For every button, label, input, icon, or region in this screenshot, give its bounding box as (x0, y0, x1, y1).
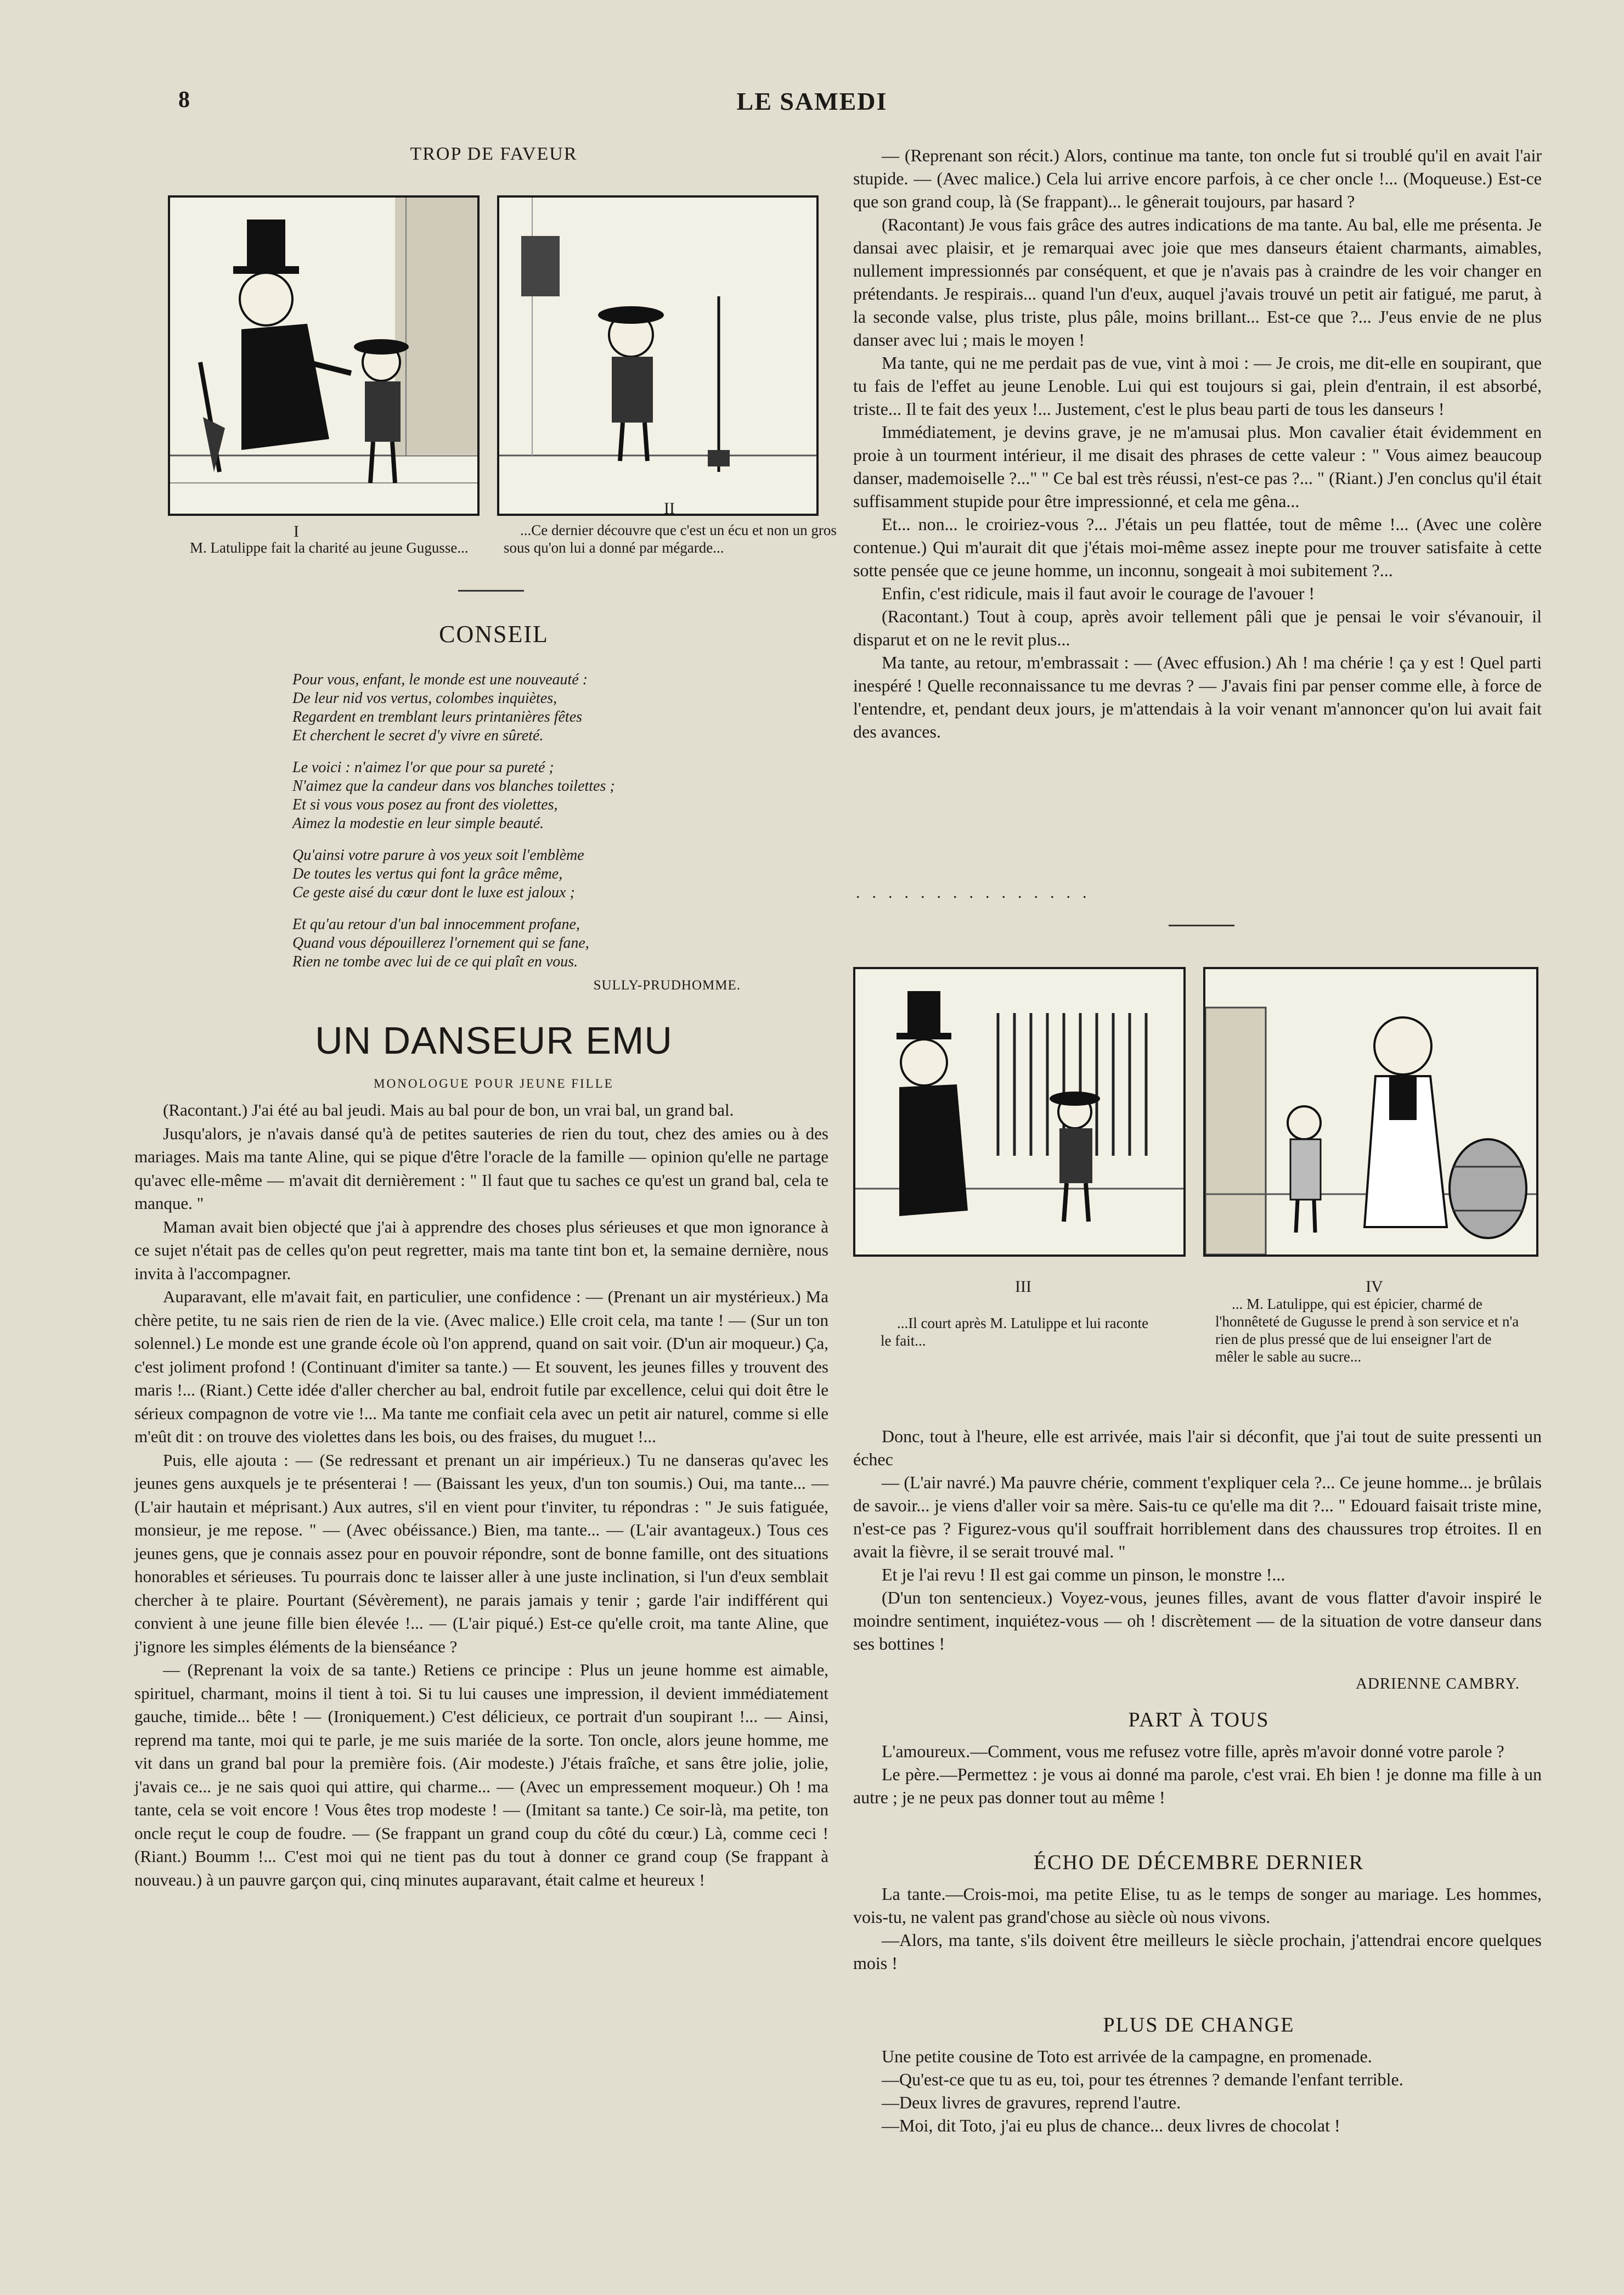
poem-line: Et cherchent le secret d'y vivre en sûreté. (292, 727, 544, 744)
comic-panel-1 (168, 195, 480, 516)
conseil-author: SULLY-PRUDHOMME. (593, 978, 741, 993)
paragraph: Donc, tout à l'heure, elle est arrivée, mais l'air si déconfit, que j'ai tout de suite pressenti un échec (853, 1426, 1542, 1469)
paragraph: —Moi, dit Toto, j'ai eu plus de chance... deux livres de chocolat ! (882, 2116, 1340, 2135)
poem-line: Rien ne tombe avec lui de ce qui plaît en vous. (292, 953, 578, 970)
poem-line: Et si vous vous posez au front des violettes, (292, 796, 558, 813)
poem-line: De toutes les vertus qui font la grâce même, (292, 865, 563, 882)
paragraph: Une petite cousine de Toto est arrivée de la campagne, en promenade. (882, 2046, 1372, 2066)
paragraph: Puis, elle ajouta : — (Se redressant et prenant un air impérieux.) Tu ne danseras qu'avec les jeunes gens auxquels je te présenterai ! — (Baissant les yeux, d'un ton soumis.) Oui, ma tante... — (L'air hautain et méprisant.) Aux autres, s'il en vient pour t'inviter, tu répondras : " Je suis fatiguée, monsieur, je me repose. " — (Avec obéissance.) Bien, ma tante... — (L'air avantageux.) Tous ces jeunes gens, que je connais assez pour en pouvoir répondre, sont de bonne famille, ont des situations honorables et sérieuses. Tu pourrais donc te laisser aller à une juste inclination, si l'un d'eux semblait chercher à te plaire. Pourtant (Sévèrement), ne parais jamais y tenir ; garde l'air indifférent qui convient à une jeune fille bien élevée !... — (L'air piqué.) Est-ce qu'elle croit, ma tante Aline, que j'ignore les simples éléments de la bienséance ? (134, 1450, 828, 1656)
paragraph: (D'un ton sentencieux.) Voyez-vous, jeunes filles, avant de vous flatter d'avoir inspiré le moindre sentiment, inquiétez-vous — oh ! discrètement — de la situation de votre danseur dans ses bottines ! (853, 1588, 1542, 1653)
comic-panel-4 (1203, 967, 1538, 1257)
panel-3-numeral: III (1015, 1278, 1031, 1296)
divider (1169, 925, 1234, 926)
trop-de-faveur-title: TROP DE FAVEUR (410, 144, 578, 164)
poem-line: N'aimez que la candeur dans vos blanches toilettes ; (292, 778, 615, 795)
paragraph: Le père.—Permettez : je vous ai donné ma parole, c'est vrai. Eh bien ! je donne ma fille à un autre ; je ne peux pas donner tout au même ! (853, 1764, 1542, 1807)
panel-4-numeral: IV (1366, 1278, 1383, 1296)
panel-1-numeral: I (294, 522, 299, 541)
paragraph: (Racontant) Je vous fais grâce des autres indications de ma tante. Au bal, elle me présenta. Je dansai avec plaisir, et je remarquai avec joie que mes danseurs étaient charmants, aimables, nullement impressionnés par conséquent, et que je n'avais pas à craindre de les voir changer en prétendants. Je respirais... quand l'un d'eux, auquel j'avais trouvé un petit air fatigué, me parut, à la seconde valse, plus triste, plus pâle, moins brillant... Est-ce que ?... J'eus envie de ne plus danser avec lui ; mais le moyen ! (853, 215, 1542, 350)
comic-panel-3 (853, 967, 1186, 1257)
danseur-left-column (134, 1099, 828, 1892)
panel-3-caption: ...Il court après M. Latulippe et lui raconte le fait... (881, 1315, 1149, 1349)
part-a-tous-title: PART À TOUS (1128, 1708, 1270, 1731)
panel-2-numeral: II (664, 499, 675, 518)
ellipsis-dots: ............... (856, 884, 1099, 902)
danseur-conclusion (853, 1425, 1542, 1655)
paragraph: L'amoureux.—Comment, vous me refusez votre fille, après m'avoir donné votre parole ? (882, 1741, 1504, 1761)
danseur-subtitle: MONOLOGUE POUR JEUNE FILLE (374, 1077, 614, 1090)
danseur-title: UN DANSEUR EMU (315, 1019, 673, 1062)
plus-de-change-title: PLUS DE CHANGE (1103, 2013, 1295, 2037)
danseur-right-column (853, 144, 1542, 743)
comic-illustration-4 (1205, 969, 1536, 1255)
poem-line: De leur nid vos vertus, colombes inquiètes, (292, 690, 557, 707)
panel-2-caption: ...Ce dernier découvre que c'est un écu et non un gros sous qu'on lui a donné par mégarde... (504, 522, 837, 556)
poem-line: Qu'ainsi votre parure à vos yeux soit l'emblème (292, 847, 584, 864)
danseur-author: ADRIENNE CAMBRY. (1355, 1675, 1520, 1692)
comic-illustration-3 (855, 969, 1183, 1255)
paragraph: Jusqu'alors, je n'avais dansé qu'à de petites sauteries de rien du tout, chez des amies ou à des mariages. Mais ma tante Aline, qui se pique d'être l'oracle de la famille — opinion qu'elle ne partage qu'avec elle-même — m'avait dit dernièrement : " Il faut que tu saches ce qu'est un grand bal, cela te manque. " (134, 1123, 828, 1213)
comic-illustration-2 (499, 198, 816, 514)
paragraph: Enfin, c'est ridicule, mais il faut avoir le courage de l'avouer ! (882, 583, 1315, 603)
paragraph: Auparavant, elle m'avait fait, en particulier, une confidence : — (Prenant un air mystérieux.) Ma chère petite, tu ne sais rien de rien de la vie. (Avec malice.) Elle croit cela, ma tante ! — (Sur un ton solennel.) Le monde est une grande école où l'on apprend, quand on sait voir. (D'un air moqueur.) Ça, c'est joliment profond ! (Continuant d'imiter sa tante.) — Et souvent, les jeunes filles y trouvent des maris !... (Riant.) Cette idée d'aller chercher au bal, endroit futile par excellence, celui qui doit être le sérieux compagnon de votre vie !... Ma tante me confiait cela avec un petit air naturel, comme si elle m'eût dit : on trouve des violettes dans les bois, ou des fraises, du muguet !... (134, 1287, 828, 1446)
paragraph: Ma tante, au retour, m'embrassait : — (Avec effusion.) Ah ! ma chérie ! ça y est ! Quel parti inespéré ! Quelle reconnaissance tu me devras ? — J'avais fini par penser comme elle, à force de l'entendre, et, pendant deux jours, je m'attendais à la voir venant m'annoncer qu'on lui avait fait des avances. (853, 652, 1542, 741)
poem-line: Le voici : n'aimez l'or que pour sa pureté ; (292, 759, 554, 776)
echo-title: ÉCHO DE DÉCEMBRE DERNIER (1033, 1851, 1364, 1874)
comic-panel-2 (497, 195, 819, 516)
paragraph: (Racontant.) J'ai été au bal jeudi. Mais au bal pour de bon, un vrai bal, un grand bal. (163, 1100, 734, 1120)
paragraph: Maman avait bien objecté que j'ai à apprendre des choses plus sérieuses et que mon ignorance à ce sujet n'était pas de celles qu'on peut regretter, mais ma tante tint bon et, la semaine dernière, nous invita à l'accompagner. (134, 1217, 828, 1283)
paragraph: —Deux livres de gravures, reprend l'autre. (882, 2092, 1181, 2112)
poem-line: Quand vous dépouillerez l'ornement qui se fane, (292, 935, 589, 952)
paragraph: Immédiatement, je devins grave, je ne m'amusai plus. Mon cavalier était évidemment en proie à un tourment intérieur, il me disait des phrases de cette valeur : " Vous aimez beaucoup danser, mademoiselle ?..." " Ce bal est très réussi, n'est-ce pas ?... " (Riant.) J'en conclus qu'il était suffisamment stupide pour être impressionné, et cela me gêna... (853, 422, 1542, 511)
comic-illustration-1 (170, 198, 477, 514)
journal-title: LE SAMEDI (736, 87, 888, 115)
paragraph: — (Reprenant la voix de sa tante.) Retiens ce principe : Plus un jeune homme est aimable, spirituel, charmant, moins il tient à toi. Si tu lui causes une impression, il devient immédiatement gauche, timide... bête ! — (Ironiquement.) C'est délicieux, ce portrait d'un soupirant !... — Ainsi, reprend ma tante, moi qui te parle, je me suis mariée de la sorte. Ton oncle, alors jeune homme, me vit dans un grand bal pour la première fois. (Air modeste.) J'étais fraîche, et sans être jolie, jolie, j'avais ce... je ne sais quoi qui attire, qui charme... — (Avec un empressement moqueur.) Oh ! ma tante, cela se voit encore ! Vous êtes trop modeste ! — (Imitant sa tante.) Ce soir-là, ma petite, ton oncle reçut le coup de foudre. — (Se frappant un grand coup du côté du cœur.) Là, comme ceci ! (Riant.) Boumm !... C'est moi qui ne tient pas du tout à donner ce grand coup (Se frappant à nouveau.) à un pauvre garçon qui, cinq minutes auparavant, était calme et heureux ! (134, 1660, 828, 1889)
divider (458, 590, 524, 592)
poem-line: Ce geste aisé du cœur dont le luxe est jaloux ; (292, 884, 575, 901)
panel-4-caption: ... M. Latulippe, qui est épicier, charmé de l'honnêteté de Gugusse le prend à son service et n'a rien de plus pressé que de lui enseigner l'art de mêler le sable au sucre... (1215, 1296, 1519, 1365)
plus-de-change-body (853, 2045, 1542, 2137)
paragraph: Et... non... le croiriez-vous ?... J'étais un peu flattée, tout de même !... (Avec une colère contenue.) Qui m'aurait dit que j'étais moi-même assez inepte pour me trouver satisfaite à cette sotte pensée que ce jeune homme, un inconnu, songeait à moi subitement ?... (853, 514, 1542, 580)
poem-line: Pour vous, enfant, le monde est une nouveauté : (292, 671, 588, 688)
echo-body (853, 1882, 1542, 1975)
paragraph: (Racontant.) Tout à coup, après avoir tellement pâli que je pensai le voir s'évanouir, il disparut et on ne le revit plus... (853, 606, 1542, 649)
paragraph: Ma tante, qui ne me perdait pas de vue, vint à moi : — Je crois, me dit-elle en soupirant, que tu fais de l'effet au jeune Lenoble. Lui qui est toujours si gai, plein d'entrain, il est absorbé, triste... Il te fait des yeux !... Justement, c'est le plus beau parti de tous les danseurs ! (853, 353, 1542, 419)
poem-line: Et qu'au retour d'un bal innocemment profane, (292, 916, 580, 933)
paragraph: — (L'air navré.) Ma pauvre chérie, comment t'expliquer cela ?... Ce jeune homme... je brûlais de savoir... je viens d'aller voir sa mère. Sais-tu ce qu'elle ma dit ?... " Edouard faisait triste mine, n'est-ce pas ? Figurez-vous qu'il souffrait horriblement dans des chaussures trop étroites. Il en avait la fièvre, il se serait trouvé mal. " (853, 1472, 1542, 1561)
paragraph: Et je l'ai revu ! Il est gai comme un pinson, le monstre !... (882, 1565, 1285, 1584)
paragraph: La tante.—Crois-moi, ma petite Elise, tu as le temps de songer au mariage. Les hommes, vois-tu, ne valent pas grand'chose au siècle où nous vivons. (853, 1884, 1542, 1927)
paragraph: —Alors, ma tante, s'ils doivent être meilleurs le siècle prochain, j'attendrai encore quelques mois ! (853, 1930, 1542, 1973)
poem-line: Regardent en tremblant leurs printanières fêtes (292, 708, 583, 725)
panel-1-caption: M. Latulippe fait la charité au jeune Gugusse... (190, 539, 469, 556)
poem-line: Aimez la modestie en leur simple beauté. (292, 815, 544, 832)
paragraph: —Qu'est-ce que tu as eu, toi, pour tes étrennes ? demande l'enfant terrible. (882, 2069, 1403, 2089)
conseil-poem (292, 671, 775, 971)
part-a-tous-body (853, 1740, 1542, 1809)
page-number: 8 (178, 87, 190, 113)
paragraph: — (Reprenant son récit.) Alors, continue ma tante, ton oncle fut si troublé qu'il en avait l'air stupide. — (Avec malice.) Cela lui arrive encore parfois, à ce cher oncle !... (Moqueuse.) Est-ce que son grand coup, là (Se frappant)... le gênerait toujours, par hasard ? (853, 145, 1542, 211)
conseil-title: CONSEIL (439, 621, 549, 648)
